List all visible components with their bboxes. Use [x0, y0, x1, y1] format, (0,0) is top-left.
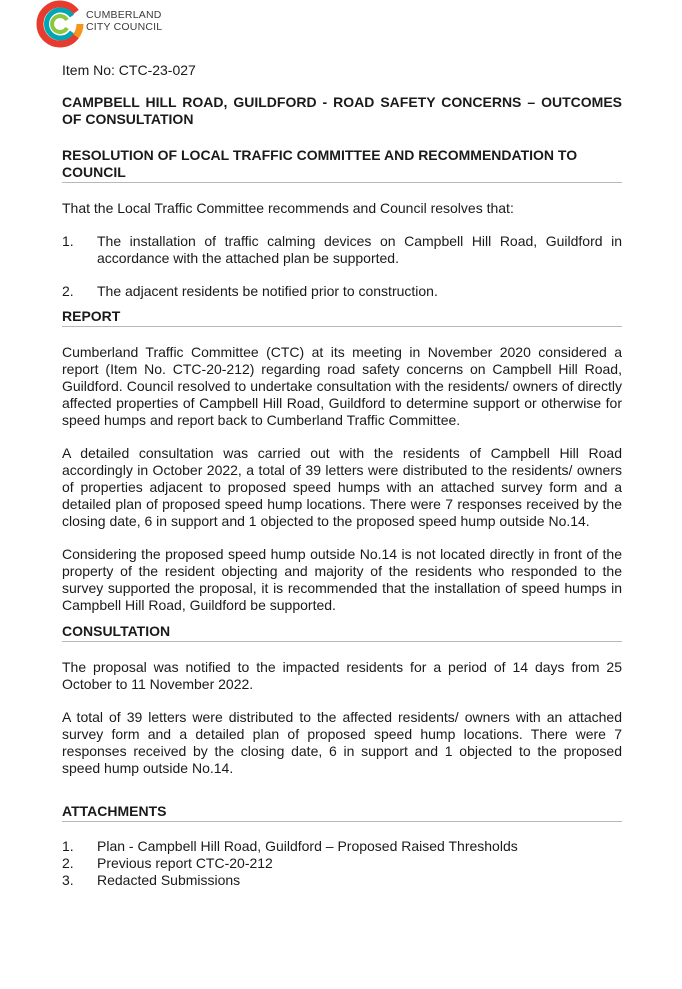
- attachment-link[interactable]: Plan - Campbell Hill Road, Guildford – Proposed Raised Thresholds: [97, 838, 518, 854]
- attachment-number: 1.: [62, 838, 74, 854]
- resolution-list: [62, 233, 622, 300]
- report-heading: REPORT: [62, 308, 622, 327]
- report-paragraph: Cumberland Traffic Committee (CTC) at its meeting in November 2020 considered a report (Item No. CTC-20-212) regarding road safety concerns on Campbell Hill Road, Guildford. Council resolved to undertake consultation with the residents/ owners of directly affected properties of Campbell Hill Road, Guildford to determine support or otherwise for speed humps and report back to Cumberland Traffic Committee.: [62, 344, 622, 428]
- attachments-heading: ATTACHMENTS: [62, 803, 622, 822]
- list-item-number: 2.: [62, 283, 74, 299]
- logo-wordmark: [86, 9, 162, 33]
- attachments-list: [62, 838, 622, 889]
- item-number: Item No: CTC-23-027: [62, 62, 196, 78]
- consultation-paragraph: A total of 39 letters were distributed to the affected residents/ owners with an attached survey form and a detailed plan of proposed speed hump locations. There were 7 responses received by the closing date, 6 in support and 1 objected to the proposed speed hump outside No.14.: [62, 709, 622, 776]
- council-logo: [36, 0, 196, 50]
- attachment-number: 2.: [62, 855, 74, 871]
- attachment-link[interactable]: Redacted Submissions: [97, 872, 241, 888]
- list-item-number: 1.: [62, 233, 74, 249]
- consultation-paragraph: The proposal was notified to the impacted residents for a period of 14 days from 25 October to 11 November 2022.: [62, 659, 622, 692]
- report-paragraph: Considering the proposed speed hump outside No.14 is not located directly in front of the property of the resident objecting and majority of the residents who responded to the survey supported the proposal, it is recommended that the installation of speed humps in Campbell Hill Road, Guildford be supported.: [62, 546, 622, 613]
- document-title: CAMPBELL HILL ROAD, GUILDFORD - ROAD SAFETY CONCERNS – OUTCOMES OF CONSULTATION: [62, 94, 622, 127]
- list-item: [62, 283, 622, 300]
- logo-line-1: CUMBERLAND: [86, 9, 162, 21]
- logo-line-2: CITY COUNCIL: [86, 21, 163, 33]
- document-body: [62, 62, 622, 889]
- resolution-intro: That the Local Traffic Committee recommends and Council resolves that:: [62, 200, 514, 216]
- report-paragraph: A detailed consultation was carried out with the residents of Campbell Hill Road accordingly in October 2022, a total of 39 letters were distributed to the residents/ owners of properties adjacent to proposed speed humps with an attached survey form and a detailed plan of proposed speed hump locations. There were 7 responses received by the closing date, 6 in support and 1 objected to the proposed speed hump outside No.14.: [62, 445, 622, 529]
- attachment-number: 3.: [62, 872, 74, 888]
- consultation-heading: CONSULTATION: [62, 623, 622, 642]
- list-item-text: The installation of traffic calming devices on Campbell Hill Road, Guildford in accordance with the attached plan be supported.: [97, 233, 622, 266]
- attachment-item: [62, 855, 622, 872]
- resolution-heading: RESOLUTION OF LOCAL TRAFFIC COMMITTEE AND RECOMMENDATION TO COUNCIL: [62, 147, 622, 183]
- attachment-link[interactable]: Previous report CTC-20-212: [97, 855, 273, 871]
- list-item: [62, 233, 622, 267]
- attachment-item: [62, 872, 622, 889]
- council-logo-icon: [36, 0, 84, 48]
- attachment-item: [62, 838, 622, 855]
- list-item-text: The adjacent residents be notified prior to construction.: [97, 283, 438, 299]
